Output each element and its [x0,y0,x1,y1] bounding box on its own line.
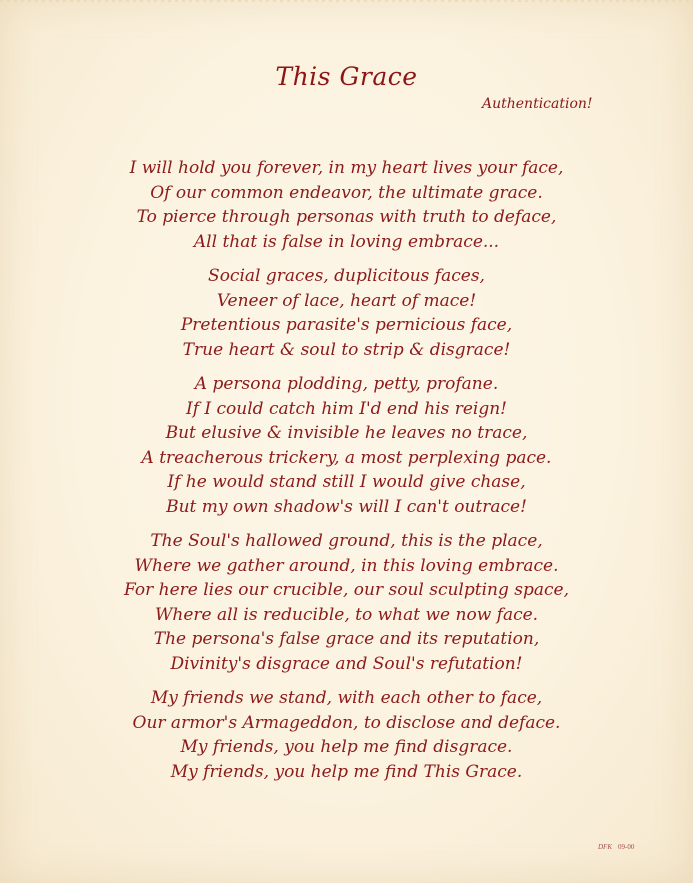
poem-line: All that is false in loving embrace... [193,231,500,252]
poem-line: True heart & soul to strip & disgrace! [182,339,511,360]
poem-line: The persona's false grace and its reputation, [153,629,540,649]
poem-line: If he would stand still I would give chase, [167,472,526,492]
poem-line: The Soul's hallowed ground, this is the place, [150,531,543,551]
poem-line: Pretentious parasite's pernicious face, [180,315,513,335]
poem-body [0,156,693,794]
stanza-2 [0,264,693,362]
stanza-5 [0,686,693,784]
poem-line: Where all is reducible, to what we now face. [154,604,539,625]
stanza-3 [0,372,693,519]
poem-title: This Grace [275,62,418,91]
poem-line: I will hold you forever, in my heart lives your face, [129,158,564,178]
poem-line: If I could catch him I'd end his reign! [186,398,507,419]
poem-line: But elusive & invisible he leaves no trace, [165,423,528,443]
poem-line: Divinity's disgrace and Soul's refutation! [170,653,523,674]
stanza-4 [0,529,693,676]
poem-subtitle: Authentication! [482,96,593,112]
poem-line: My friends, you help me find disgrace. [180,737,513,757]
poem-line: A persona plodding, petty, profane. [194,374,499,394]
poem-line: Social graces, duplicitous faces, [208,266,485,286]
poem-line: For here lies our crucible, our soul sculpting space, [124,580,569,600]
poem-line: Of our common endeavor, the ultimate grace. [150,182,543,203]
poem-line: To pierce through personas with truth to deface, [136,207,557,227]
poem-line: My friends we stand, with each other to face, [150,688,543,708]
date-code: 09-00 [618,843,635,851]
poem-line: But my own shadow's will I can't outrace! [166,496,527,517]
poem-line: A treacherous trickery, a most perplexing pace. [141,447,552,468]
poem-line: Our armor's Armageddon, to disclose and deface. [132,712,561,733]
author-signature [598,843,634,851]
poem-line: Veneer of lace, heart of mace! [216,290,477,311]
author-initials: DFK [598,843,612,851]
poem-line: Where we gather around, in this loving embrace. [134,555,559,576]
stanza-1 [0,156,693,254]
poem-line: My friends, you help me find This Grace. [170,761,523,782]
